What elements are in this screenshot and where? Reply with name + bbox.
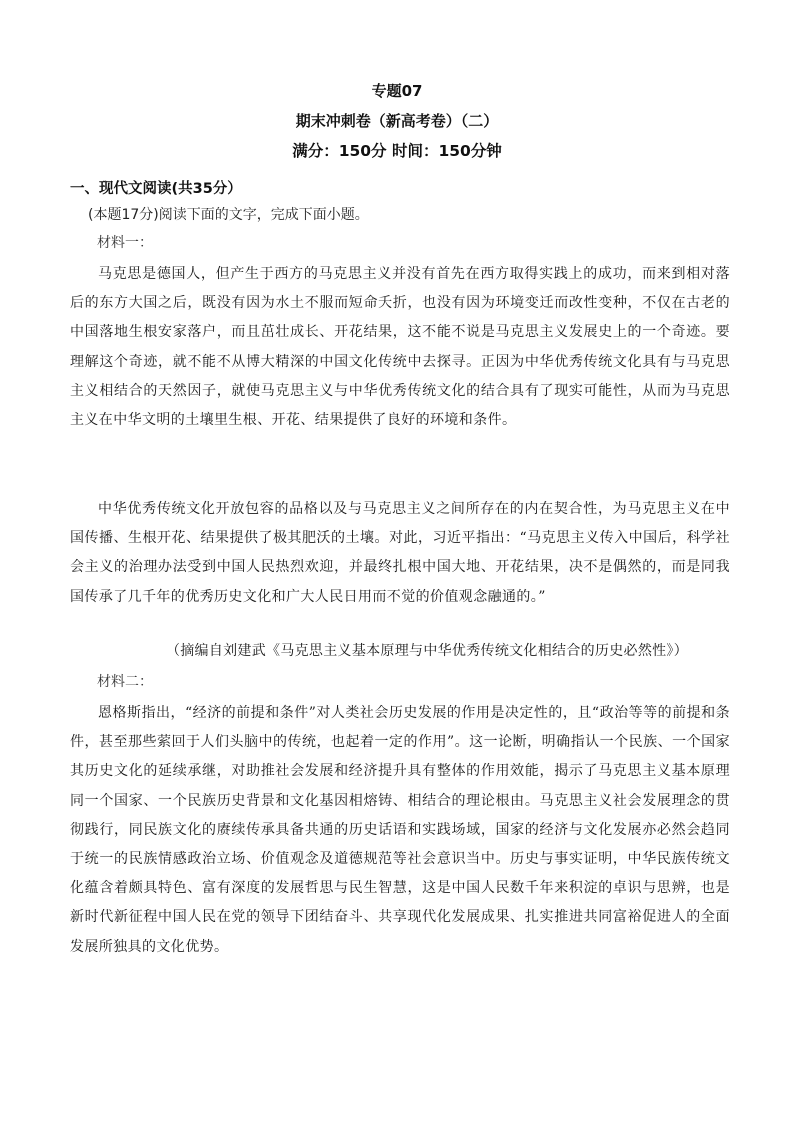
material-two-paragraph-1: 恩格斯指出，“经济的前提和条件”对人类社会历史发展的作用是决定性的，且“政治等等的前提和条件，甚至那些萦回于人们头脑中的传统，也起着一定的作用”。这一论断，明确指认一个民族、一个国家其历史文化的延续承继，对助推社会发展和经济提升具有整体的作用效能，揭示了马克思主义基本原理同一个国家、一个民族历史背景和文化基因相熔铸、相结合的理论根由。马克思主义社会发展理念的贯彻践行，同民族文化的赓续传承具备共通的历史话语和实践场域，国家的经济与文化发展亦必然会趋同于统一的民族情感政治立场、价值观念及道德规范等社会意识当中。历史与事实证明，中华民族传统文化蕴含着颇具特色、富有深度的发展哲思与民生智慧，这是中国人民数千年来积淀的卓识与思辨，也是新时代新征程中国人民在党的领导下团结奋斗、共享现代化发展成果、扎实推进共同富裕促进人的全面发展所独具的文化优势。 xyxy=(70,705,730,955)
exam-title: 期末冲刺卷（新高考卷）（二） xyxy=(295,112,499,130)
topic-number: 专题07 xyxy=(371,82,423,100)
material-one-paragraph-1: 马克思是德国人，但产生于西方的马克思主义并没有首先在西方取得实践上的成功，而来到相对落后的东方大国之后，既没有因为水土不服而短命夭折，也没有因为环境变迁而改性变种，不仅在古老的中国落地生根安家落户，而且茁壮成长、开花结果，这不能不说是马克思主义发展史上的一个奇迹。要理解这个奇迹，就不能不从博大精深的中国文化传统中去探寻。正因为中华优秀传统文化具有与马克思主义相结合的天然因子，就使马克思主义与中华优秀传统文化的结合具有了现实可能性，从而为马克思主义在中华文明的土壤里生根、开花、结果提供了良好的环境和条件。 xyxy=(70,266,730,429)
section-heading: 一、现代文阅读(共35分） xyxy=(70,181,242,197)
material-two-label: 材料二： xyxy=(97,674,153,690)
material-one-source: （摘编自刘建武《马克思主义基本原理与中华优秀传统文化相结合的历史必然性》） xyxy=(165,643,689,659)
question-intro: (本题17分)阅读下面的文字，完成下面小题。 xyxy=(88,207,369,223)
material-one-label: 材料一： xyxy=(97,235,153,251)
material-one-paragraph-2: 中华优秀传统文化开放包容的品格以及与马克思主义之间所存在的内在契合性，为马克思主义在中国传播、生根开花、结果提供了极其肥沃的土壤。对此，习近平指出：“马克思主义传入中国后，科学社会主义的治理办法受到中国人民热烈欢迎，并最终扎根中国大地、开花结果，决不是偶然的，而是同我国传承了几千年的优秀历史文化和广大人民日用而不觉的价值观念融通的。” xyxy=(70,501,730,605)
score-time-line: 满分：150分 时间：150分钟 xyxy=(292,142,502,160)
